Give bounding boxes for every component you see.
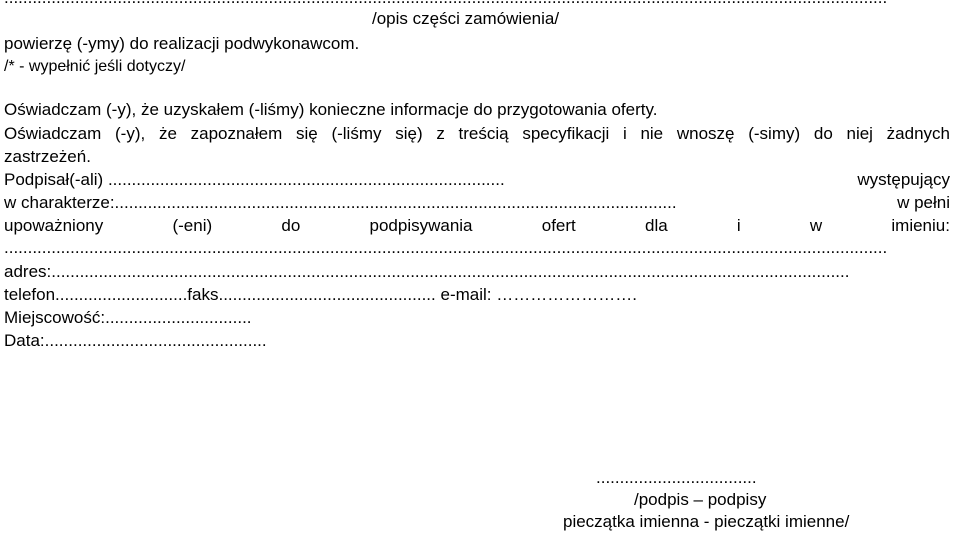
authorized-word: dla <box>644 216 668 235</box>
phone-dots: ............................ <box>55 285 188 304</box>
declaration-information: Oświadczam (-y), że uzyskałem (-liśmy) konieczne informacje do przygotowania oferty. <box>4 100 658 119</box>
capacity-dots: ....................................................................................................................... <box>114 193 677 212</box>
email-field[interactable] <box>440 285 636 304</box>
subcontractor-line: powierzę (-ymy) do realizacji podwykonawcom. <box>4 34 360 53</box>
signed-label: Podpisał(-ali) <box>4 170 104 189</box>
declaration-specification-line2: zastrzeżeń. <box>4 147 91 166</box>
name-dotted-field[interactable]: ........................................................................................................................................................................................... <box>4 238 888 257</box>
authorized-word: do <box>281 216 301 235</box>
date-label: Data: <box>4 331 45 350</box>
acting-label: występujący <box>857 170 950 189</box>
signature-dotted-field[interactable]: .................................. <box>596 468 757 487</box>
capacity-label: w charakterze: <box>4 193 115 212</box>
full-label: w pełni <box>897 193 950 212</box>
signed-line <box>4 170 950 190</box>
signature-caption-line2: pieczątka imienna - pieczątki imienne/ <box>563 512 850 531</box>
fax-dots: .............................................. <box>218 285 436 304</box>
contact-line <box>4 285 637 305</box>
authorized-word: w <box>809 216 823 235</box>
address-label: adres: <box>4 262 52 281</box>
phone-field[interactable] <box>4 285 187 304</box>
authorized-word: imieniu: <box>891 216 950 235</box>
phone-label: telefon <box>4 285 56 304</box>
address-field[interactable] <box>4 262 849 282</box>
authorized-word: i <box>736 216 741 235</box>
fax-field[interactable] <box>187 285 435 304</box>
signed-dots: .................................................................................... <box>107 170 505 189</box>
authorized-word: upoważniony <box>4 216 104 235</box>
authorized-word: (-eni) <box>172 216 213 235</box>
signature-caption-line1: /podpis – podpisy <box>634 490 767 509</box>
date-field[interactable] <box>4 331 267 351</box>
fax-label: faks <box>187 285 219 304</box>
declaration-specification-text: Oświadczam (-y), że zapoznałem się (-liśmy się) z treścią specyfikacji i nie wnoszę (-simy) do niej żadnych <box>4 124 950 143</box>
declaration-specification-line1 <box>4 124 950 144</box>
part-description-note: /opis części zamówienia/ <box>372 9 560 28</box>
email-label: e-mail: <box>440 285 492 304</box>
email-dots: ……………………. <box>496 285 637 304</box>
date-dots: ............................................... <box>44 331 267 350</box>
place-field[interactable] <box>4 308 252 328</box>
authorized-line <box>4 216 950 236</box>
fill-if-applicable-note: /* - wypełnić jeśli dotyczy/ <box>4 58 186 75</box>
capacity-field[interactable] <box>4 193 677 213</box>
place-label: Miejscowość: <box>4 308 106 327</box>
capacity-line <box>4 193 950 213</box>
authorized-word: podpisywania <box>369 216 473 235</box>
place-dots: ............................... <box>105 308 252 327</box>
top-dotted-line <box>4 0 887 8</box>
authorized-word: ofert <box>541 216 576 235</box>
signed-field[interactable] <box>4 170 505 190</box>
address-dots: ......................................................................................................................................................................... <box>51 262 850 281</box>
